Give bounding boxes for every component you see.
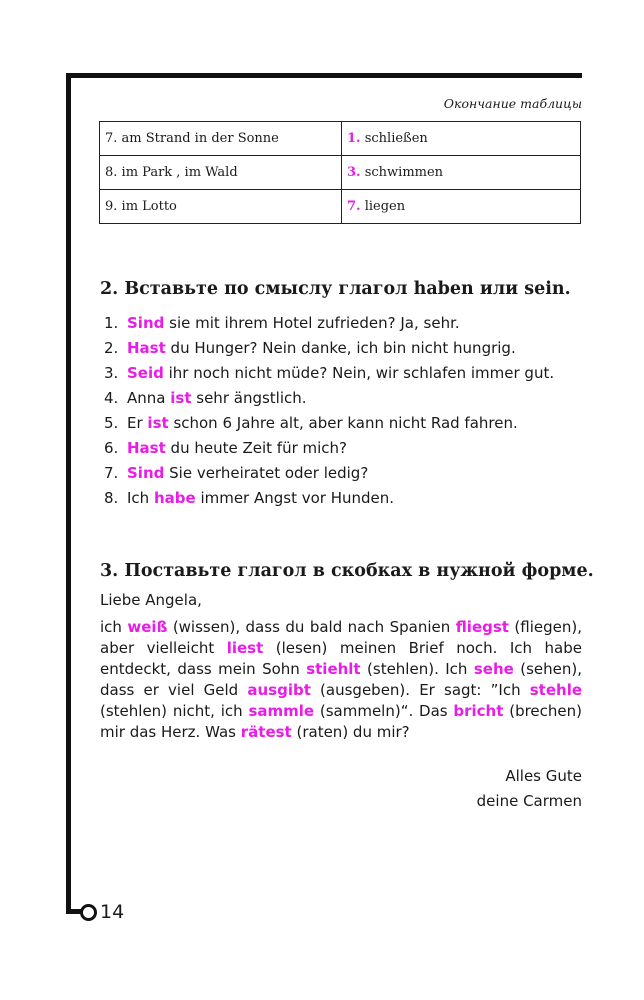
verb: schließen	[364, 131, 428, 146]
list-item	[104, 336, 584, 361]
letter-text: (wissen), dass du bald nach Spanien	[167, 618, 456, 636]
item-text: Sie verheiratet oder ledig?	[164, 464, 369, 482]
exercise-2-title: 2. Вставьте по смыслу глагол haben или sein.	[100, 279, 571, 299]
exercise-2-list	[104, 311, 584, 511]
answer: sammle	[248, 702, 315, 720]
continuation-table	[99, 121, 581, 224]
item-number: 4.	[104, 389, 119, 407]
item-text: du Hunger? Nein danke, ich bin nicht hungrig.	[165, 339, 516, 357]
table-row	[100, 122, 581, 156]
answer: sehe	[473, 660, 514, 678]
item-text: immer Angst vor Hunden.	[195, 489, 395, 507]
table-cell-left: 7. am Strand in der Sonne	[100, 122, 342, 156]
item-text: schon 6 Jahre alt, aber kann nicht Rad fahren.	[168, 414, 518, 432]
list-item	[104, 436, 584, 461]
letter-text: (stehlen) nicht, ich	[100, 702, 249, 720]
answer: Hast	[127, 339, 166, 357]
letter-text: (ausgeben). Er sagt: ”Ich	[310, 681, 530, 699]
page-number: 14	[100, 901, 125, 923]
answer: ist	[170, 389, 192, 407]
table-cell-left: 9. im Lotto	[100, 190, 342, 224]
letter-closing: Alles Gute	[505, 767, 582, 785]
table-cell-right	[342, 156, 581, 190]
list-item	[104, 486, 584, 511]
item-text: du heute Zeit für mich?	[165, 439, 348, 457]
letter-signature: deine Carmen	[476, 792, 582, 810]
letter-body	[100, 617, 582, 743]
answer: bricht	[453, 702, 504, 720]
table-cell-left: 8. im Park , im Wald	[100, 156, 342, 190]
item-number: 6.	[104, 439, 119, 457]
answer: Sind	[127, 314, 165, 332]
page-frame-left	[66, 73, 71, 913]
verb: schwimmen	[364, 165, 444, 180]
answer: fliegst	[455, 618, 509, 636]
letter-text: (stehlen). Ich	[360, 660, 474, 678]
item-number: 3.	[104, 364, 119, 382]
list-item	[104, 361, 584, 386]
item-number: 7.	[104, 464, 119, 482]
answer: ausgibt	[247, 681, 311, 699]
letter-text: (fliegen), aber vielleicht	[100, 618, 582, 657]
verb: liegen	[364, 199, 406, 214]
item-text: sehr ängstlich.	[191, 389, 307, 407]
letter-text: (lesen) meinen Brief noch. Ich habe entdeckt, dass mein Sohn	[100, 639, 582, 678]
answer: Seid	[127, 364, 164, 382]
item-text: Ich	[127, 489, 154, 507]
letter-greeting: Liebe Angela,	[100, 591, 202, 609]
item-text: sie mit ihrem Hotel zufrieden? Ja, sehr.	[164, 314, 460, 332]
exercise-3-title: 3. Поставьте глагол в скобках в нужной форме.	[100, 561, 594, 581]
page-frame-top	[66, 73, 582, 78]
table-row	[100, 190, 581, 224]
answer-number: 3.	[347, 165, 361, 180]
answer: stehle	[529, 681, 583, 699]
table-row	[100, 156, 581, 190]
item-text: Er	[127, 414, 148, 432]
answer: Sind	[127, 464, 165, 482]
letter-text: (sehen), dass er viel Geld	[100, 660, 583, 699]
letter-text: (brechen) mir das Herz. Was	[100, 702, 582, 741]
letter-text: (raten) du mir?	[291, 723, 410, 741]
list-item	[104, 461, 584, 486]
list-item	[104, 386, 584, 411]
answer: habe	[153, 489, 196, 507]
list-item	[104, 411, 584, 436]
list-item	[104, 311, 584, 336]
answer: stiehlt	[306, 660, 361, 678]
item-number: 5.	[104, 414, 119, 432]
answer: ist	[147, 414, 169, 432]
answer: weiß	[127, 618, 168, 636]
answer: liest	[226, 639, 264, 657]
item-number: 8.	[104, 489, 119, 507]
item-text: ihr noch nicht müde? Nein, wir schlafen immer gut.	[163, 364, 555, 382]
answer: rätest	[240, 723, 292, 741]
letter-text: (sammeln)“. Das	[314, 702, 454, 720]
item-number: 1.	[104, 314, 119, 332]
item-number: 2.	[104, 339, 119, 357]
item-text: Anna	[127, 389, 171, 407]
table-cell-right	[342, 190, 581, 224]
table-cell-right	[342, 122, 581, 156]
table-caption: Окончание таблицы	[443, 96, 582, 111]
answer-number: 1.	[347, 131, 361, 146]
letter-text: ich	[100, 618, 128, 636]
page-number-marker-icon	[80, 904, 97, 921]
answer-number: 7.	[347, 199, 361, 214]
answer: Hast	[127, 439, 166, 457]
